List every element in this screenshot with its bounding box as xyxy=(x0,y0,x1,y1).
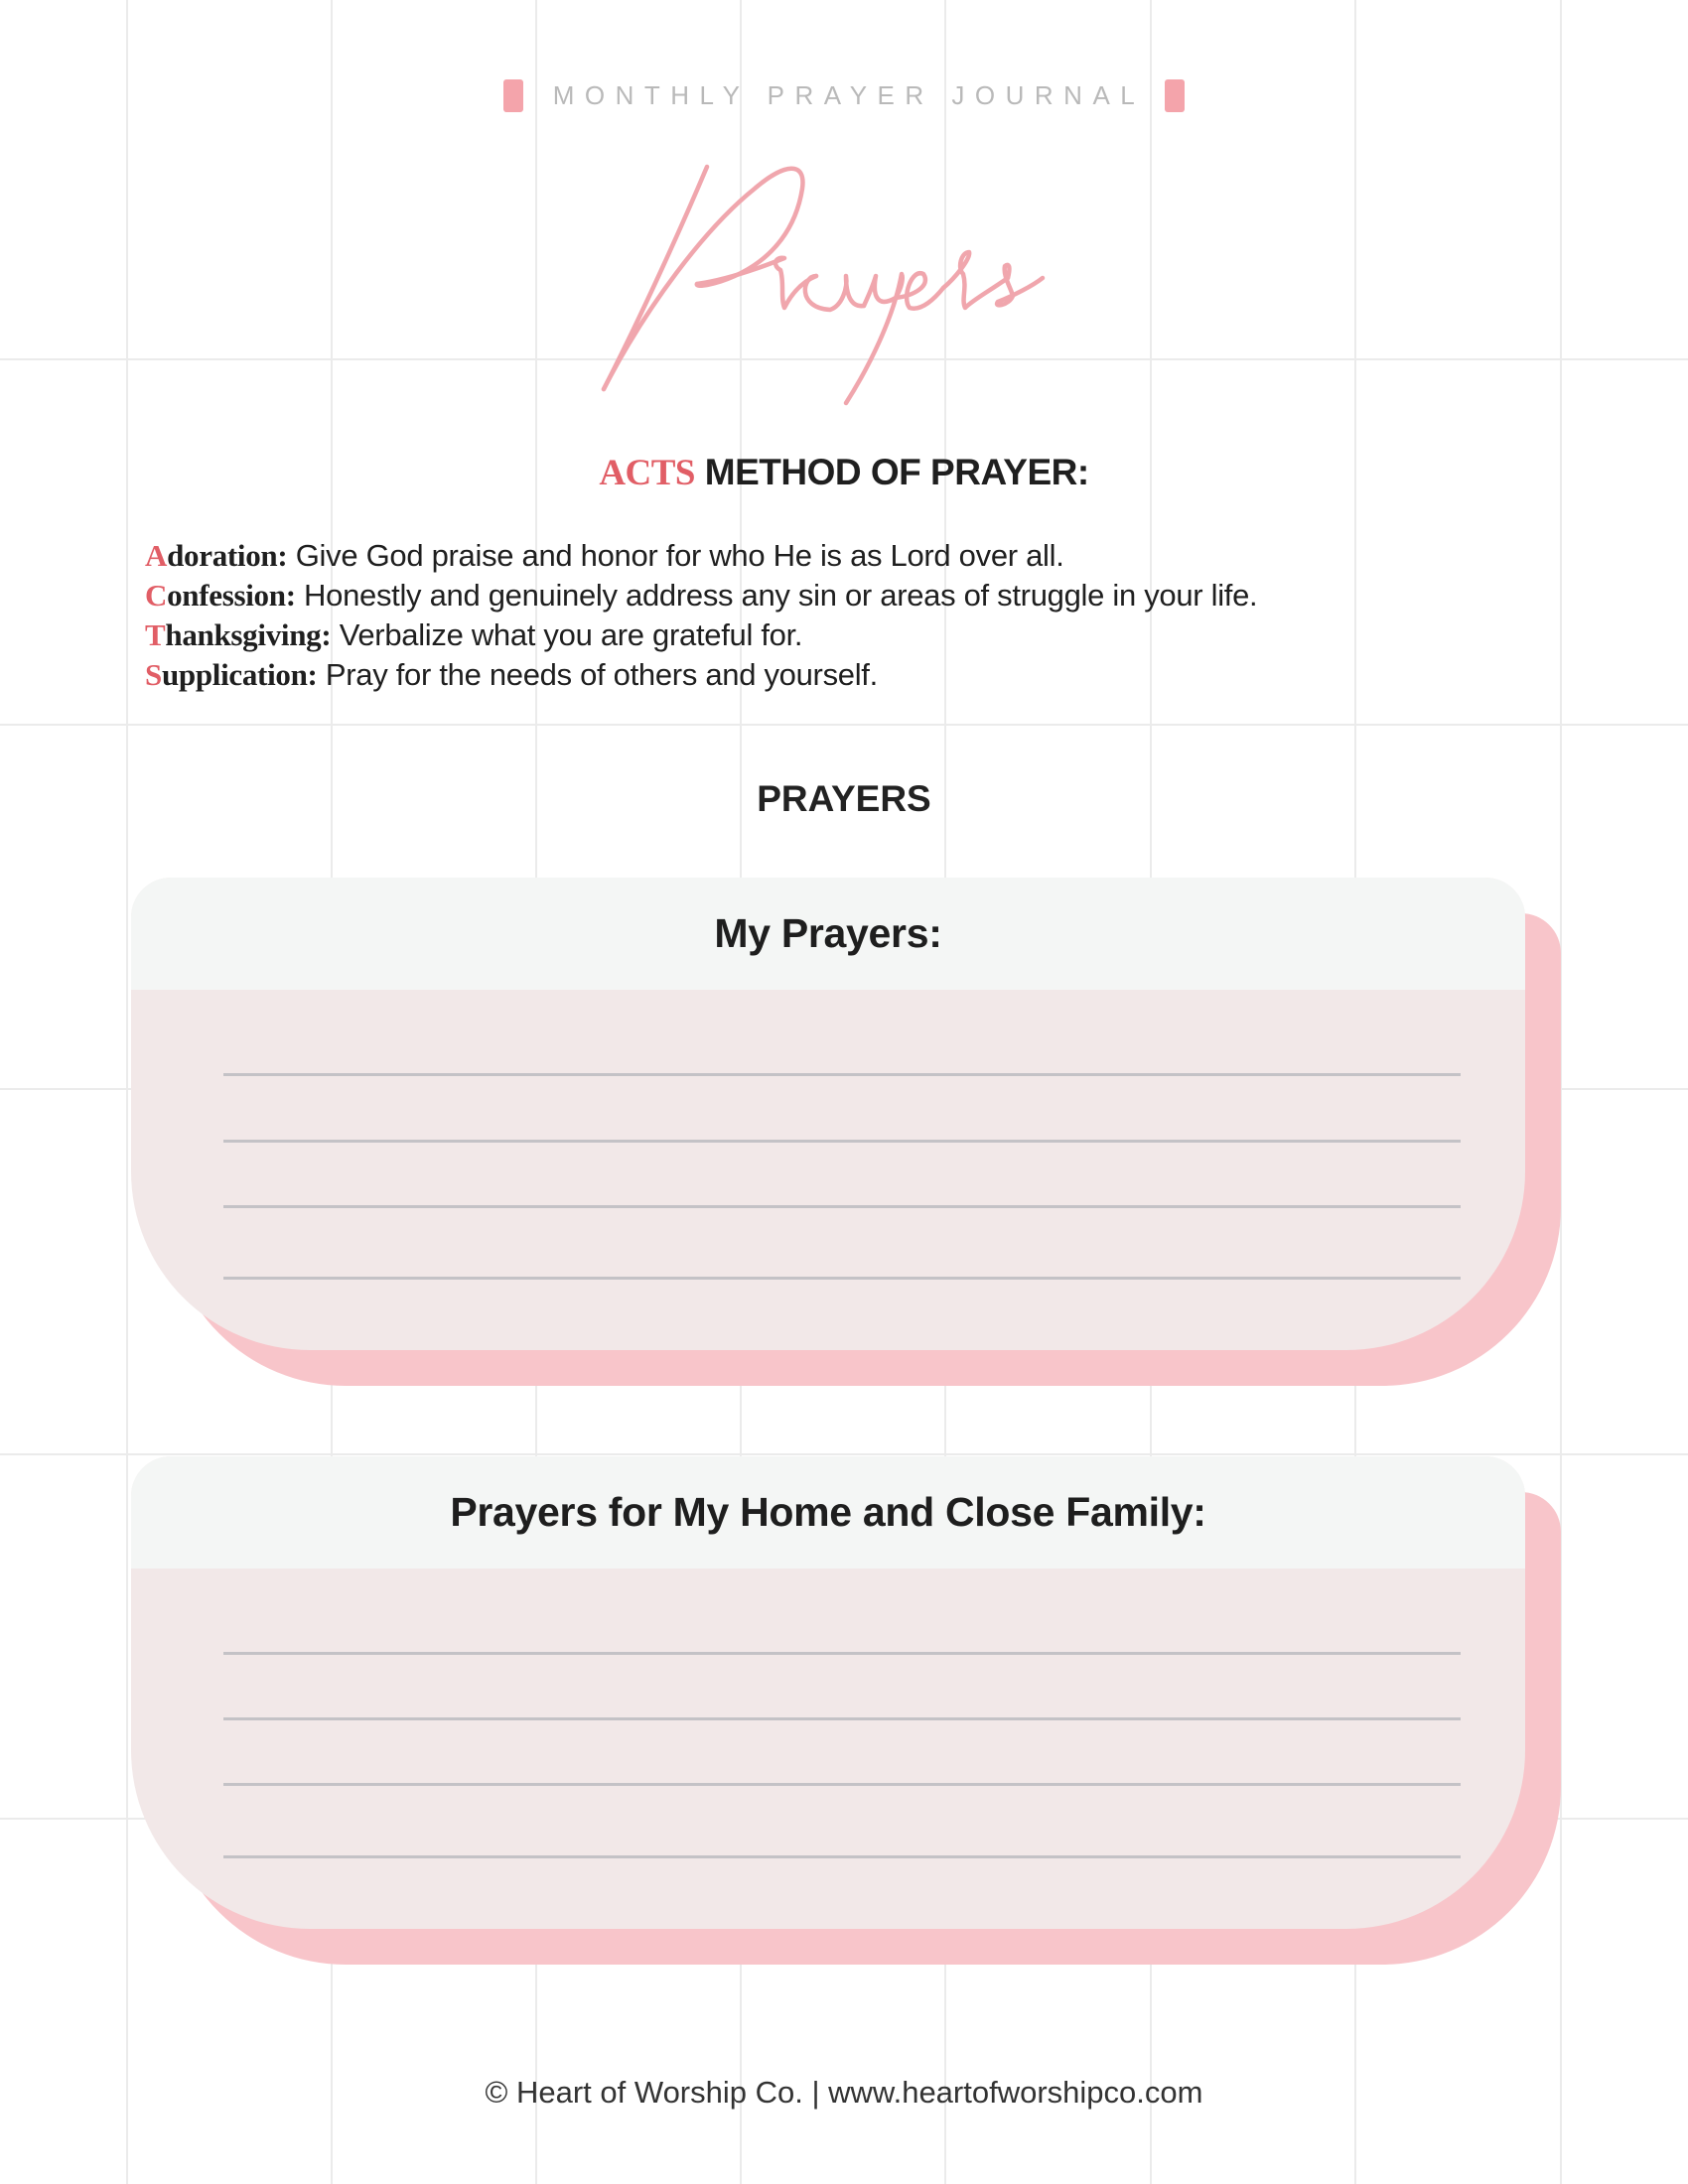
acts-term-rest: doration: xyxy=(167,538,288,573)
pink-bar-marker-left xyxy=(503,79,523,112)
acts-definitions-list xyxy=(145,536,1257,695)
script-title-prayers xyxy=(586,149,1062,417)
acts-item-adoration xyxy=(145,536,1257,576)
footer-copyright: © Heart of Worship Co. | www.heartofworshipco.com xyxy=(485,2075,1203,2110)
acts-initial: A xyxy=(145,538,168,573)
acts-method-heading xyxy=(0,452,1688,494)
prayer-entry-field[interactable] xyxy=(223,1026,1465,1072)
acts-heading-accent: ACTS xyxy=(599,453,696,493)
prayer-entry-field[interactable] xyxy=(223,1159,1465,1204)
grid-line xyxy=(126,0,128,2184)
card-title: My Prayers: xyxy=(131,878,1525,990)
grid-line xyxy=(0,724,1688,726)
prayer-entry-field[interactable] xyxy=(223,1736,1465,1782)
prayer-entry-field[interactable] xyxy=(223,1230,1465,1276)
grid-line xyxy=(0,1453,1688,1455)
acts-initial: T xyxy=(145,617,166,652)
acts-description: Give God praise and honor for who He is as Lord over all. xyxy=(287,538,1064,573)
acts-item-thanksgiving xyxy=(145,615,1257,655)
writing-line xyxy=(223,1855,1461,1858)
acts-initial: C xyxy=(145,578,168,613)
writing-line xyxy=(223,1277,1461,1280)
pink-bar-marker-right xyxy=(1165,79,1185,112)
acts-term xyxy=(145,657,318,692)
acts-description: Honestly and genuinely address any sin or areas of struggle in your life. xyxy=(295,578,1258,613)
prayer-entry-field[interactable] xyxy=(223,1093,1465,1139)
writing-line xyxy=(223,1717,1461,1720)
journal-eyebrow xyxy=(0,75,1688,115)
prayer-entry-field[interactable] xyxy=(223,1809,1465,1854)
my-prayers-card xyxy=(131,878,1561,1386)
acts-term-rest: onfession: xyxy=(167,578,296,613)
acts-initial: S xyxy=(145,657,162,692)
home-family-prayers-card xyxy=(131,1456,1561,1965)
acts-heading-rest: METHOD OF PRAYER: xyxy=(695,452,1089,492)
acts-term-rest: hanksgiving: xyxy=(165,617,332,652)
acts-term xyxy=(145,578,296,613)
card-body xyxy=(131,1456,1525,1929)
prayer-entry-field[interactable] xyxy=(223,1671,1465,1716)
card-body xyxy=(131,878,1525,1350)
card-title: Prayers for My Home and Close Family: xyxy=(131,1456,1525,1569)
acts-term-rest: upplication: xyxy=(161,657,318,692)
acts-term xyxy=(145,617,331,652)
acts-description: Verbalize what you are grateful for. xyxy=(331,617,803,652)
eyebrow-text: MONTHLY PRAYER JOURNAL xyxy=(552,79,1146,110)
writing-line xyxy=(223,1652,1461,1655)
prayer-entry-field[interactable] xyxy=(223,1605,1465,1651)
acts-description: Pray for the needs of others and yourself. xyxy=(317,657,878,692)
acts-item-confession xyxy=(145,576,1257,615)
section-title: PRAYERS xyxy=(757,778,931,819)
writing-line xyxy=(223,1205,1461,1208)
writing-line xyxy=(223,1140,1461,1143)
writing-line xyxy=(223,1783,1461,1786)
acts-term xyxy=(145,538,287,573)
acts-item-supplication xyxy=(145,655,1257,695)
writing-line xyxy=(223,1073,1461,1076)
